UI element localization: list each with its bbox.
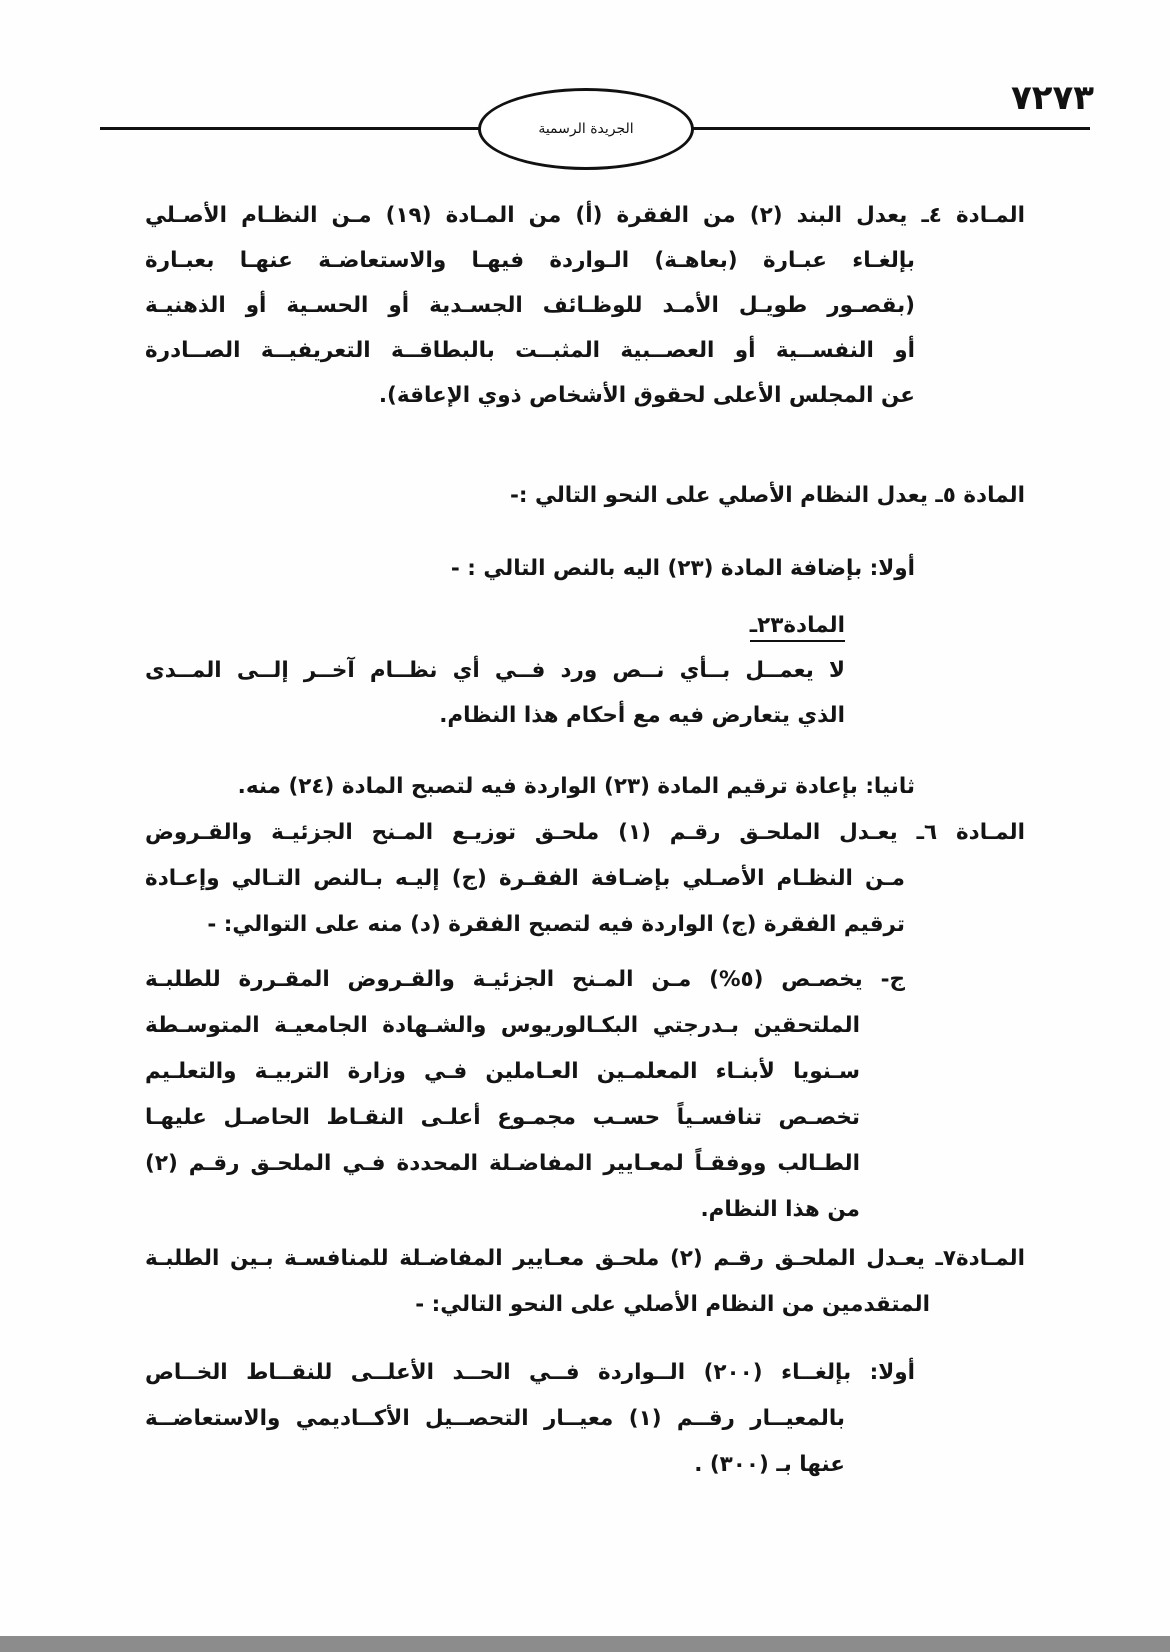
article7-line-2: المتقدمين من النظام الأصلي على النحو التالي: - <box>415 1292 930 1317</box>
article4-line-3: (بقصـور طويـل الأمـد للوظـائف الجسـدية أو الحسـية أو الذهنيـة <box>145 293 915 318</box>
article4-line-4: أو النفســية أو العصــبية المثبــت بالبطاقــة التعريفيــة الصــادرة <box>145 338 915 363</box>
article6-para-c-line-3: سـنويا لأبنـاء المعلمـين العـاملين فـي وزارة التربيـة والتعلـيم <box>145 1059 860 1084</box>
viewer-bottom-bar <box>0 1636 1170 1652</box>
article7-first-line-1: أولا: بإلغــاء (٢٠٠) الــواردة فــي الحــد الأعلــى للنقــاط الخــاص <box>145 1360 915 1385</box>
article5-heading: المادة ٥ـ يعدل النظام الأصلي على النحو التالي :- <box>509 483 1025 508</box>
article6-para-c-line-5: الطـالب ووفقـاً لمعـايير المفاضـلة المحددة فـي الملحـق رقـم (٢) <box>145 1151 860 1176</box>
article6-line-1: المـادة ٦ـ يعـدل الملحـق رقـم (١) ملحـق توزيـع المـنح الجزئيـة والقـروض <box>145 820 1025 845</box>
article7-first-line-2: بالمعيــار رقــم (١) معيــار التحصــيل الأكــاديمي والاستعاضــة <box>145 1406 845 1431</box>
article5-second: ثانيا: بإعادة ترقيم المادة (٢٣) الواردة فيه لتصبح المادة (٢٤) منه. <box>237 774 915 799</box>
article6-line-3: ترقيم الفقرة (ج) الواردة فيه لتصبح الفقرة (د) منه على التوالي: - <box>207 912 905 937</box>
gazette-title: الجريدة الرسمية <box>538 121 634 137</box>
article6-para-c-line-2: الملتحقين بـدرجتي البكـالوريوس والشـهادة الجامعيـة المتوسـطة <box>145 1013 860 1038</box>
page-number: ٧٢٧٣ <box>1010 78 1094 118</box>
article4-line-5: عن المجلس الأعلى لحقوق الأشخاص ذوي الإعاقة). <box>378 383 915 408</box>
article5-first: أولا: بإضافة المادة (٢٣) اليه بالنص التالي : - <box>450 556 915 581</box>
header-rule-right <box>690 127 1090 130</box>
article6-para-c-line-4: تخصـص تنافسـياً حسـب مجمـوع أعلـى النقـاط الحاصـل عليهـا <box>145 1105 860 1130</box>
article7-first-line-3: عنها بـ (٣٠٠) . <box>694 1452 845 1477</box>
article6-line-2: مـن النظـام الأصـلي بإضـافة الفقـرة (ج) إليـه بـالنص التـالي وإعـادة <box>145 866 905 891</box>
header-rule-left <box>100 127 480 130</box>
article4-line-1: المـادة ٤ـ يعدل البند (٢) من الفقرة (أ) من المـادة (١٩) مـن النظـام الأصـلي <box>145 203 1025 228</box>
article6-para-c-line-6: من هذا النظام. <box>700 1197 860 1222</box>
article5-subarticle-title: المادة٢٣ـ <box>145 613 845 639</box>
article4-line-2: بإلغـاء عبـارة (بعاهـة) الـواردة فيهـا والاستعاضـة عنهـا بعبـارة <box>145 248 915 273</box>
article5-subarticle-line-2: الذي يتعارض فيه مع أحكام هذا النظام. <box>439 703 845 728</box>
gazette-title-oval <box>478 88 694 170</box>
article5-subarticle-line-1: لا يعمــل بــأي نــص ورد فــي أي نظــام آخــر إلــى المــدى <box>145 658 845 683</box>
article6-para-c-line-1: ج- يخصـص (٥%) مـن المـنح الجزئيـة والقـروض المقـررة للطلبـة <box>145 967 905 992</box>
article7-line-1: المـادة٧ـ يعـدل الملحـق رقـم (٢) ملحـق معـايير المفاضـلة للمنافسـة بـين الطلبـة <box>145 1246 1025 1271</box>
